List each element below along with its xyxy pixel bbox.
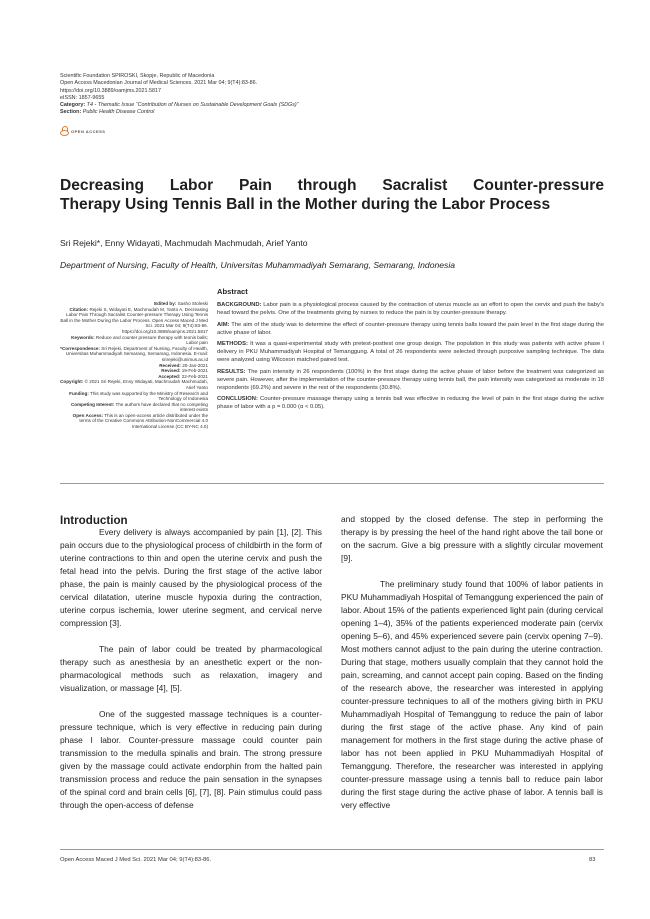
body-column-right bbox=[341, 513, 603, 812]
received-value: 20-Jan-2021 bbox=[182, 362, 208, 368]
abstract-background bbox=[217, 301, 604, 317]
copyright bbox=[60, 379, 208, 390]
intro-paragraph-5: The preliminary study found that 100% of labor patients in PKU Muhammadiyah Hospital of Temanggung experienced the pain of labor. About 15% of the patients experienced light pain (during cervical opening 1–4), 35% of the patients experienced moderate pain (cervix opening 5–6), and 45% experienced severe pain (cervix opening 7–9). Most mothers cannot adjust to the pain during the uterine contraction. During that stage, mothers usually complain that they cannot hold the pain, screaming, and cannot accept pain coping. Based on the finding of the research above, the researcher was interested in applying counter-pressure techniques to all of the mothers giving birth in PKU Muhammadiyah Hospital of Temanggung to reduce the pain of labor during the first stage of the active phase. Any kind of pain management for mothers in the first stage during the active phase of labor has not been applied in PKU Muhammadiyah Hospital of Temanggung. Therefore, the researcher was interested in applying counter-pressure massage using a tennis ball to reduce pain labor during the first stage during the active phase of labor. A tennis ball is very effective bbox=[341, 579, 603, 810]
funding-label: Funding: bbox=[69, 390, 89, 396]
intro-paragraph-2: The pain of labor could be treated by pharmacological therapy such as anesthesia by an anesthetic expert or the non-pharmacological methods such as relaxation, imagery and visualization, or massage [4], [5]. bbox=[60, 644, 322, 693]
article-title bbox=[60, 176, 604, 214]
funding bbox=[60, 391, 208, 402]
methods-text: It was a quasi-experimental study with pretest-posttest one group design. The population in this study was patients with active phase I delivery in PKU Muhammadiyah Hospital of Temanggung. A total of 26 respondents were selected through purposive sampling technique. The data were analyzed using Wilcoxon matched paired test. bbox=[217, 341, 604, 364]
competing-interest-label: Competing Interest: bbox=[70, 401, 115, 407]
revised-label: Revised: bbox=[161, 368, 181, 374]
revised-value: 19-Feb-2021 bbox=[181, 368, 208, 374]
journal-header bbox=[60, 73, 600, 117]
introduction-heading: Introduction bbox=[60, 514, 128, 527]
page-number: 83 bbox=[589, 857, 596, 863]
category-label: Category: bbox=[60, 102, 86, 109]
intro-paragraph-3: One of the suggested massage techniques is a counter-pressure technique, which is very effective in reducing pain during phase I labor. Counter-pressure massage could counter pain transmission to the medulla spinalis and brain. The strong pressure given by the massage could activate endorphin from the halted pain transmission process and reduce the pain sensation in the synapses of the spinal cord and brain cells [6], [7], [8]. Pain stimulus could pass through the open-access of defense bbox=[60, 709, 322, 810]
abstract-heading: Abstract bbox=[217, 287, 248, 296]
results-label: RESULTS: bbox=[217, 368, 246, 375]
correspondence-label: *Correspondence: bbox=[60, 345, 100, 351]
doi-link[interactable]: https://doi.org/10.3889/oamjms.2021.5817 bbox=[60, 87, 161, 94]
aim-text: The aim of the study was to determine the effect of counter-pressure therapy using tennis balls toward the pain level in the first stage during the active phase of labor. bbox=[217, 321, 604, 336]
correspondence-value: Sri Rejeki, Department of Nursing, Faculty of Health, Universitas Muhammadiyah Semarang, Semarang, Indonesia. E-mail: srirejeki@unimus.ac.id bbox=[65, 345, 208, 362]
open-access-icon bbox=[60, 126, 69, 136]
abstract-results bbox=[217, 368, 604, 393]
section-label: Section: bbox=[60, 109, 82, 116]
category-value: T4 - Thematic Issue “Contribution of Nurses on Sustainable Development Goals (SDGs)” bbox=[86, 102, 299, 109]
background-label: BACKGROUND: bbox=[217, 302, 262, 309]
affiliation: Department of Nursing, Faculty of Health, Universitas Muhammadiyah Semarang, Semarang, Indonesia bbox=[60, 260, 456, 270]
intro-paragraph-1: Every delivery is always accompanied by pain [1], [2]. This pain occurs due to the physiological process of childbirth in the form of uterine contractions to thin and open the uterine cervix and push the fetal head into the pelvis. During the first stage of the active labor phase, the pain is mainly caused by the physiological process of the cervical dilatation, uterine muscle hypoxia during the contraction, uterine corpus ischemia, lower uterine segment, and cervical nerve compression [3]. bbox=[60, 527, 322, 628]
publisher-line: Scientific Foundation SPIROSKI, Skopje, Republic of Macedonia bbox=[60, 73, 215, 79]
section-line bbox=[60, 109, 600, 116]
author-list: Sri Rejeki*, Enny Widayati, Machmudah Machmudah, Arief Yanto bbox=[60, 238, 308, 248]
citation-value: Rejeki S, Widayati E, Machmudah M, Yanto A. Decreasing Labor Pain Through Sacralist Counter-pressure Therapy Using Tennis Ball in the Mother During the Labor Process. Open Access Maced J Med Sci. 2021 Mar 04; 9(T4):83-86. https://doi.org/10.3889/oamjms.2021.5817 bbox=[60, 306, 208, 334]
footer-divider bbox=[60, 849, 604, 850]
aim-label: AIM: bbox=[217, 321, 230, 328]
competing-interest-value: The authors have declared that no competing interest exists bbox=[115, 401, 208, 413]
abstract-divider bbox=[60, 483, 604, 484]
results-text: The pain intensity in 26 respondents (100%) in the first stage during the active phase of labor before the treatment was categorized as severe pain. However, after the implementation of the counter-pressure therapy using tennis ball, the pain intensity was categorized as moderate in 18 respondents (69.2%) and severe in the rest of the respondents (30.8%). bbox=[217, 368, 604, 392]
intro-paragraph-4: and stopped by the closed defense. The step in performing the therapy is by pressing the heel of the hand right above the tail bone or on the sacrum. Give a big pressure with a slightly circular movement [9]. bbox=[341, 514, 603, 563]
methods-label: METHODS: bbox=[217, 341, 248, 348]
category-line bbox=[60, 102, 600, 109]
keywords bbox=[60, 335, 208, 346]
edited-by-value: Sasho Stoleski bbox=[177, 301, 208, 306]
accepted-value: 22-Feb-2021 bbox=[181, 373, 208, 379]
body-column-left bbox=[60, 526, 322, 812]
keywords-label: Keywords: bbox=[71, 334, 95, 340]
title-line-1: Decreasing Labor Pain through Sacralist Counter-pressure bbox=[60, 177, 604, 194]
section-value: Public Health Disease Control bbox=[82, 109, 155, 116]
article-info-sidebar bbox=[60, 301, 208, 430]
background-text: Labor pain is a physiological process caused by the contraction of uterus muscle as an effort to open the cervix and push the baby’s head toward the pelvis. One of the treatments giving by nurses to reduce the pain is by counter-pressure therapy. bbox=[217, 302, 604, 317]
eissn-line: eISSN: 1857-9655 bbox=[60, 94, 105, 101]
citation-label: Citation: bbox=[69, 306, 89, 312]
title-line-2: Therapy Using Tennis Ball in the Mother during the Labor Process bbox=[60, 196, 551, 213]
funding-value: This study was supported by the Ministry of Research and Technology of Indonesia bbox=[90, 390, 208, 402]
journal-citation-line: Open Access Macedonian Journal of Medical Sciences. 2021 Mar 04; 9(T4):83-86. bbox=[60, 80, 258, 87]
correspondence bbox=[60, 346, 208, 363]
citation bbox=[60, 307, 208, 335]
open-access-value: This is an open-access article distributed under the terms of the Creative Commons Attribution-NonCommercial 4.0 International License (CC BY-NC 4.0) bbox=[79, 412, 208, 430]
keywords-value: Reduce and counter pressure therapy with tennis balls; Labor pain bbox=[95, 334, 208, 346]
conclusion-label: CONCLUSION: bbox=[217, 396, 258, 403]
conclusion-text: Counter-pressure massage therapy using a tennis ball was effective in reducing the level of pain in the first stage during the active phase of labor with a p = 0.000 (α < 0.05). bbox=[217, 396, 604, 411]
abstract-methods bbox=[217, 340, 604, 365]
footer-journal-citation: Open Access Maced J Med Sci. 2021 Mar 04; 9(T4):83-86. bbox=[60, 857, 212, 863]
open-access-license bbox=[60, 413, 208, 430]
received-label: Received: bbox=[159, 362, 181, 368]
copyright-value: © 2021 Sri Rejeki, Enny Widayati, Machmudah Machmudah, Arief Yanto bbox=[84, 379, 208, 390]
edited-by-label: Edited by: bbox=[154, 301, 177, 306]
open-access-logo bbox=[60, 126, 105, 136]
competing-interest bbox=[60, 402, 208, 413]
abstract-conclusion bbox=[217, 395, 604, 411]
open-access-label: Open Access: bbox=[72, 412, 104, 418]
copyright-label: Copyright: bbox=[60, 379, 84, 385]
open-access-text: OPEN ACCESS bbox=[71, 128, 106, 134]
abstract-section bbox=[217, 288, 604, 415]
accepted-label: Accepted: bbox=[158, 373, 181, 379]
abstract-aim bbox=[217, 321, 604, 337]
